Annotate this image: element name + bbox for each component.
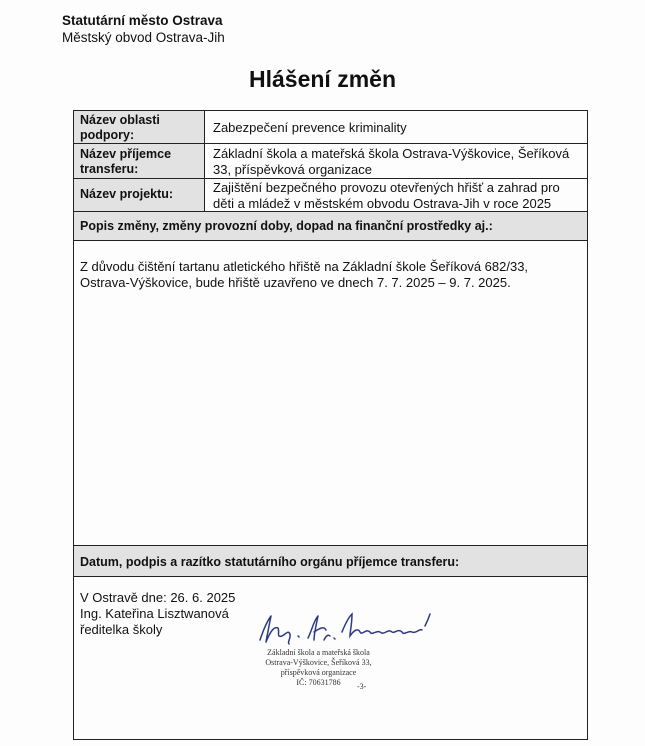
field-label-support-area: Název oblasti podpory: bbox=[74, 111, 205, 143]
field-row-project bbox=[74, 179, 587, 212]
signature-section-heading: Datum, podpis a razítko statutárního orgánu příjemce transferu: bbox=[74, 545, 587, 577]
organization-name: Statutární město Ostrava bbox=[62, 13, 223, 28]
district-name: Městský obvod Ostrava-Jih bbox=[62, 30, 225, 45]
field-row-support-area bbox=[74, 111, 587, 144]
signature-details bbox=[80, 590, 235, 638]
stamp-line-4: IČ: 70631786 bbox=[296, 678, 341, 687]
change-description: Z důvodu čištění tartanu atletického hřiště na Základní škole Šeříková 682/33, Ostrava-Výškovice, bude hřiště uzavřeno ve dnech 7. 7. 2025 – 9. 7. 2025. bbox=[80, 259, 529, 290]
field-label-recipient: Název příjemce transferu: bbox=[74, 144, 205, 178]
report-form bbox=[73, 110, 588, 740]
stamp-line-1: Základní škola a mateřská škola bbox=[267, 648, 370, 657]
signatory-name: Ing. Kateřina Lisztwanová bbox=[80, 606, 229, 621]
signatory-role: ředitelka školy bbox=[80, 622, 163, 637]
official-stamp bbox=[246, 648, 391, 688]
change-section-heading: Popis změny, změny provozní doby, dopad na finanční prostředky aj.: bbox=[74, 212, 587, 241]
handwritten-signature bbox=[254, 606, 444, 651]
field-label-project: Název projektu: bbox=[74, 179, 205, 211]
document-header bbox=[62, 12, 225, 46]
field-row-recipient bbox=[74, 144, 587, 179]
page-number: -3- bbox=[357, 682, 367, 691]
field-value-support-area: Zabezpečení prevence kriminality bbox=[213, 120, 407, 135]
field-value-recipient: Základní škola a mateřská škola Ostrava-Výškovice, Šeříková 33, příspěvková organizace bbox=[213, 146, 570, 177]
page-title: Hlášení změn bbox=[249, 66, 396, 92]
field-value-project: Zajištění bezpečného provozu otevřených hřišť a zahrad pro děti a mládež v městském obvodu Ostrava-Jih v roce 2025 bbox=[213, 180, 560, 211]
stamp-line-3: příspěvková organizace bbox=[280, 668, 357, 677]
date-line: V Ostravě dne: 26. 6. 2025 bbox=[80, 590, 236, 605]
stamp-line-2: Ostrava-Výškovice, Šeříková 33, bbox=[265, 658, 372, 667]
